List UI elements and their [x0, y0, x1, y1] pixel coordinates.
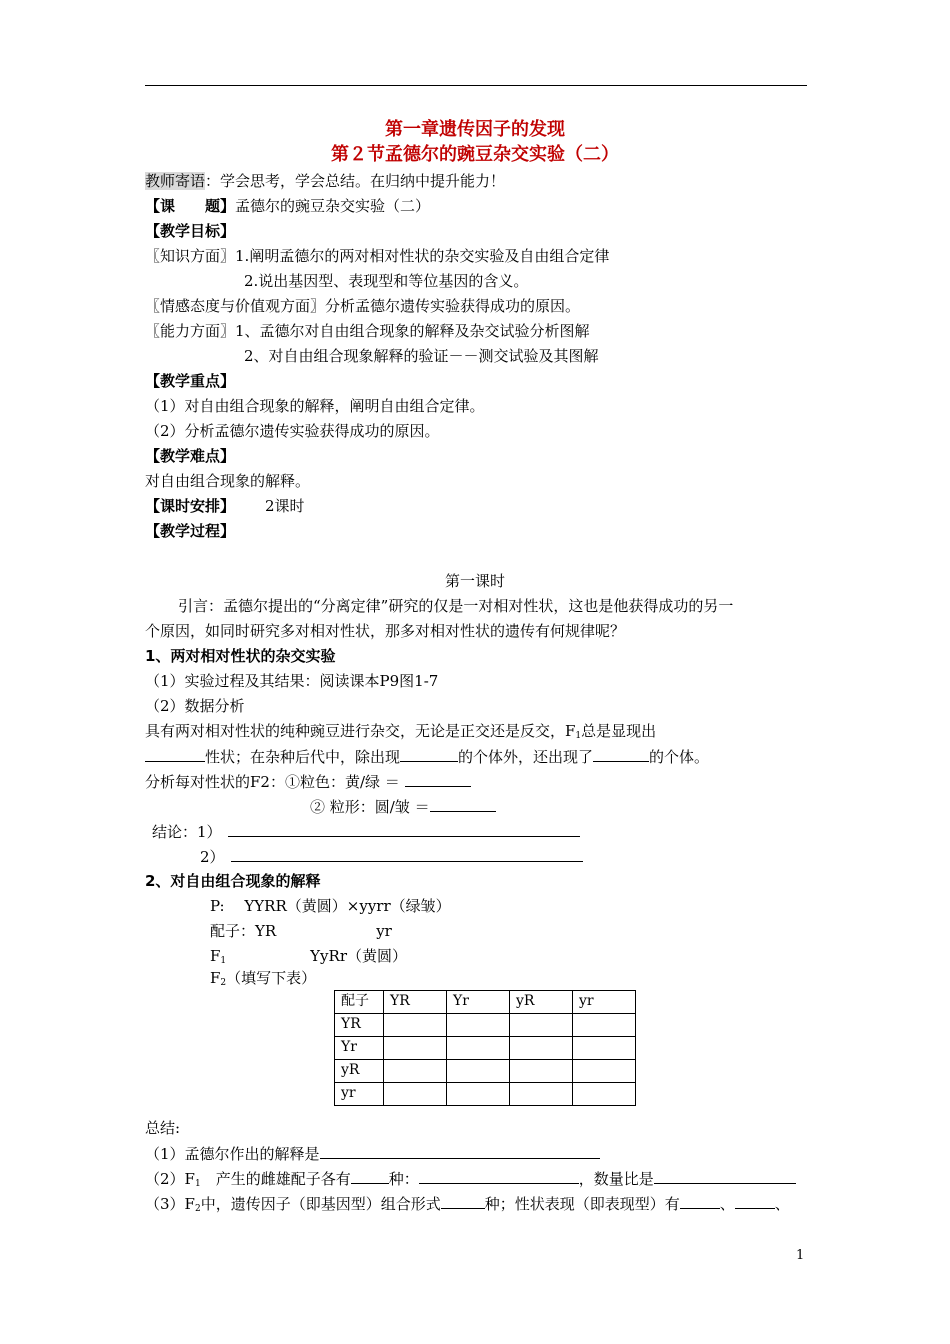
table-cell[interactable]: [510, 1014, 573, 1037]
table-cell[interactable]: [510, 1060, 573, 1083]
summary-2-c: 种：: [388, 1170, 419, 1188]
summary-3-a: （3）F: [145, 1195, 195, 1213]
lesson-heading: 第一课时: [444, 572, 505, 590]
f1-label: F: [210, 947, 221, 965]
table-cell[interactable]: [573, 1083, 636, 1106]
f1-line: [210, 946, 407, 966]
section-1-c: [145, 721, 656, 741]
section-1-c-sub: 1: [575, 731, 582, 741]
section-1-b: （2）数据分析: [145, 697, 245, 715]
row-gamete-cell: yR: [335, 1060, 384, 1083]
table-cell[interactable]: [447, 1037, 510, 1060]
section-1-d: [145, 746, 709, 767]
difficult-label: 【教学难点】: [145, 447, 236, 465]
section-1-title: 1、两对相对性状的杂交实验: [145, 647, 336, 665]
ability-label: 〖能力方面〗: [145, 322, 236, 340]
section-1-f: [310, 796, 496, 817]
summary-3-e: 、: [774, 1195, 790, 1213]
conclusion-2: [200, 846, 583, 867]
gamete-label: 配子：YR: [210, 922, 277, 940]
topic-text: 孟德尔的豌豆杂交实验（二）: [235, 197, 431, 215]
conclusion-1: [152, 821, 580, 842]
f1-text: YyRr（黄圆）: [310, 947, 407, 965]
summary-2-a: （2）F: [145, 1170, 195, 1188]
blank-gamete-types[interactable]: [419, 1168, 579, 1184]
blank-seed-shape-ratio[interactable]: [430, 796, 496, 812]
table-cell[interactable]: [573, 1037, 636, 1060]
p-generation: P: YYRR（黄圆）×yyrr（绿皱）: [210, 897, 451, 915]
blank-phenotype-1[interactable]: [680, 1193, 720, 1209]
goals-label: 【教学目标】: [145, 222, 236, 240]
blank-parental[interactable]: [400, 746, 458, 762]
blank-conclusion-2[interactable]: [231, 846, 583, 862]
summary-2-b: 产生的雌雄配子各有: [200, 1170, 351, 1188]
knowledge-line-1: [145, 246, 609, 266]
row-gamete-cell: yr: [335, 1083, 384, 1106]
table-cell[interactable]: [447, 1083, 510, 1106]
table-row: [335, 1014, 636, 1037]
schedule-line: [145, 496, 305, 516]
table-header-cell: yR: [510, 991, 573, 1014]
table-cell[interactable]: [384, 1083, 447, 1106]
summary-2: [145, 1168, 796, 1189]
table-header-row: [335, 991, 636, 1014]
blank-phenotype-2[interactable]: [735, 1193, 775, 1209]
table-row: [335, 1083, 636, 1106]
table-cell[interactable]: [510, 1037, 573, 1060]
ability-text-1: 1、孟德尔对自由组合现象的解释及杂交试验分析图解: [235, 322, 590, 340]
blank-gamete-kinds[interactable]: [351, 1168, 389, 1184]
summary-2-sub: 1: [194, 1179, 201, 1189]
schedule-label: 【课时安排】: [145, 497, 236, 515]
blank-explanation[interactable]: [320, 1143, 600, 1159]
f1-sub: 1: [220, 956, 227, 966]
seed-color-ratio-label: 分析每对性状的F2：①粒色：黄/绿 ＝: [145, 773, 400, 791]
attitude-label: 〖情感态度与价值观方面〗: [145, 297, 326, 315]
topic-label: 【课 题】: [145, 197, 236, 215]
table-row: [335, 1037, 636, 1060]
conclusion-1-label: 结论：1）: [152, 823, 222, 841]
summary-3-d: 、: [719, 1195, 735, 1213]
knowledge-text-1: 1.阐明孟德尔的两对相对性状的杂交实验及自由组合定律: [235, 247, 610, 265]
summary-2-d: ，数量比是: [578, 1170, 654, 1188]
table-header-cell: 配子: [335, 991, 384, 1014]
teacher-note-label: 教师寄语: [145, 172, 206, 190]
section-1-d-3: 的个体。: [649, 748, 710, 766]
table-cell[interactable]: [447, 1060, 510, 1083]
row-gamete-cell: YR: [335, 1014, 384, 1037]
attitude-line: [145, 296, 580, 316]
ability-line-1: [145, 321, 590, 341]
gamete-yr: yr: [376, 922, 392, 940]
f2-label: F: [210, 969, 221, 987]
chapter-title: 第一章遗传因子的发现: [385, 119, 565, 140]
row-gamete-cell: Yr: [335, 1037, 384, 1060]
section-title: 第２节孟德尔的豌豆杂交实验（二）: [331, 144, 619, 165]
table-cell[interactable]: [447, 1014, 510, 1037]
ability-text-2: 2、对自由组合现象解释的验证－－测交试验及其图解: [244, 347, 599, 365]
table-header-cell: YR: [384, 991, 447, 1014]
f2-text: （填写下表）: [226, 969, 317, 987]
difficult-text: 对自由组合现象的解释。: [145, 472, 311, 490]
section-1-d-2: 的个体外，还出现了: [458, 748, 594, 766]
section-1-d-1: 性状；在杂种后代中，除出现: [205, 748, 401, 766]
f2-punnett-table: [334, 990, 636, 1106]
blank-genotype-count[interactable]: [441, 1193, 485, 1209]
intro-line-1: 引言：孟德尔提出的“分离定律”研究的仅是一对相对性状，这也是他获得成功的另一: [178, 597, 734, 615]
summary-1: [145, 1143, 600, 1164]
blank-trait[interactable]: [145, 746, 205, 762]
f2-line: [210, 968, 316, 988]
table-header-cell: Yr: [447, 991, 510, 1014]
seed-shape-ratio-label: ② 粒形：圆/皱 ＝: [310, 798, 430, 816]
section-2-title: 2、对自由组合现象的解释: [145, 872, 321, 890]
blank-conclusion-1[interactable]: [228, 821, 580, 837]
attitude-text: 分析孟德尔遗传实验获得成功的原因。: [325, 297, 581, 315]
summary-1-text: （1）孟德尔作出的解释是: [145, 1145, 320, 1163]
topic-line: [145, 196, 430, 216]
teacher-note: [145, 171, 505, 191]
section-1-e: [145, 771, 471, 792]
blank-seed-color-ratio[interactable]: [405, 771, 471, 787]
table-cell[interactable]: [384, 1014, 447, 1037]
knowledge-text-2: 2.说出基因型、表现型和等位基因的含义。: [244, 272, 529, 290]
table-cell[interactable]: [510, 1083, 573, 1106]
blank-gamete-ratio[interactable]: [654, 1168, 796, 1184]
table-cell[interactable]: [573, 1014, 636, 1037]
summary-label: 总结:: [145, 1119, 181, 1137]
table-cell[interactable]: [573, 1060, 636, 1083]
key-point-2: （2）分析孟德尔遗传实验获得成功的原因。: [145, 422, 440, 440]
table-cell[interactable]: [384, 1037, 447, 1060]
key-points-label: 【教学重点】: [145, 372, 236, 390]
gamete-line: [210, 921, 392, 941]
key-point-1: （1）对自由组合现象的解释，阐明自由组合定律。: [145, 397, 485, 415]
top-rule: [145, 85, 807, 86]
table-cell[interactable]: [384, 1060, 447, 1083]
conclusion-2-label: 2）: [200, 848, 225, 866]
summary-3-c: 种；性状表现（即表现型）有: [484, 1195, 680, 1213]
blank-recombinant[interactable]: [593, 746, 649, 762]
page-number: 1: [796, 1248, 805, 1263]
table-row: [335, 1060, 636, 1083]
summary-3-b: 中，遗传因子（即基因型）组合形式: [200, 1195, 441, 1213]
section-1-c-text: 具有两对相对性状的纯种豌豆进行杂交，无论是正交还是反交，F: [145, 722, 576, 740]
summary-3: [145, 1193, 790, 1214]
knowledge-label: 〖知识方面〗: [145, 247, 236, 265]
section-1-a: （1）实验过程及其结果：阅读课本P9图1-7: [145, 672, 439, 690]
summary-3-sub: 2: [194, 1204, 201, 1214]
table-header-cell: yr: [573, 991, 636, 1014]
section-1-c-end: 总是显现出: [581, 722, 657, 740]
teacher-note-text: ：学会思考，学会总结。在归纳中提升能力！: [205, 172, 506, 190]
f2-sub: 2: [220, 978, 227, 988]
process-label: 【教学过程】: [145, 522, 236, 540]
intro-line-2: 个原因，如同时研究多对相对性状，那多对相对性状的遗传有何规律呢？: [145, 622, 626, 640]
schedule-text: 2课时: [265, 497, 305, 515]
